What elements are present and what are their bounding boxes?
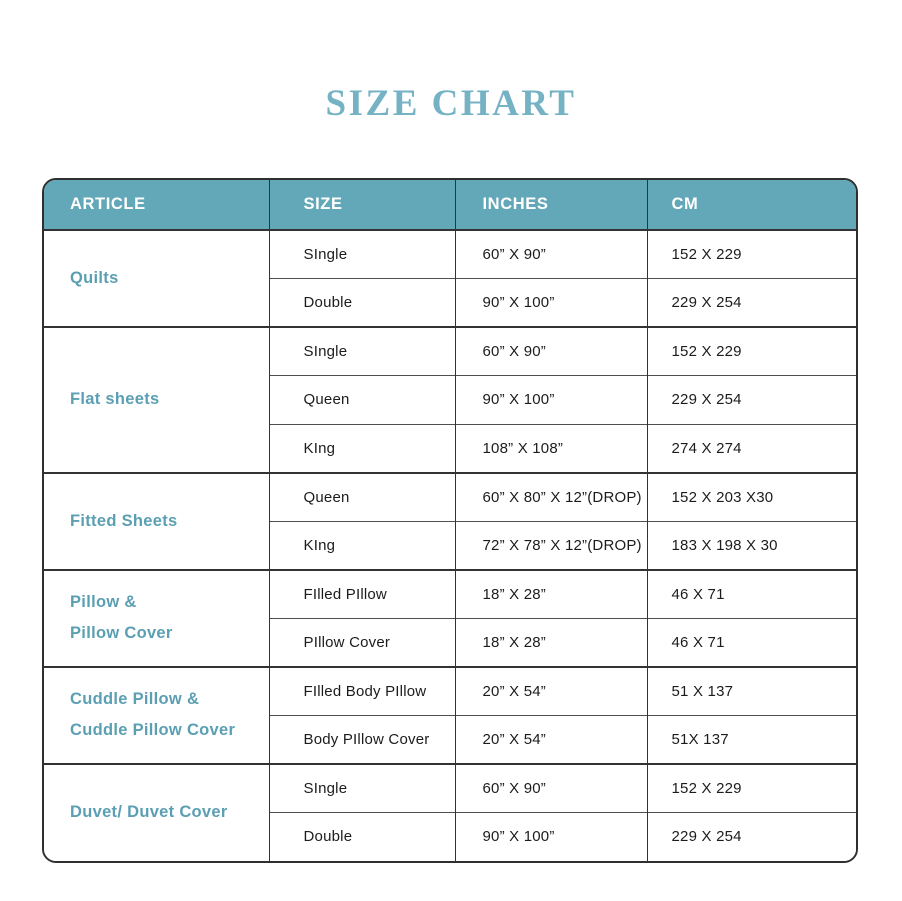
inches-cell: 18” X 28”	[455, 570, 647, 619]
size-cell: Body PIllow Cover	[269, 715, 455, 764]
cm-cell: 183 X 198 X 30	[647, 521, 856, 570]
column-header-cm: CM	[647, 180, 856, 230]
size-cell: FIlled Body PIllow	[269, 667, 455, 716]
article-label-line: Cuddle Pillow Cover	[70, 721, 236, 739]
article-label-line: Pillow &	[70, 593, 137, 611]
cm-cell: 229 X 254	[647, 812, 856, 861]
article-cell	[44, 570, 269, 667]
inches-cell: 60” X 80” X 12”(DROP)	[455, 473, 647, 522]
article-label-line: Quilts	[70, 269, 119, 287]
inches-cell: 108” X 108”	[455, 424, 647, 473]
cm-cell: 229 X 254	[647, 279, 856, 328]
column-header-article: ARTICLE	[44, 180, 269, 230]
inches-cell: 72” X 78” X 12”(DROP)	[455, 521, 647, 570]
cm-cell: 46 X 71	[647, 618, 856, 667]
article-cell	[44, 473, 269, 570]
column-header-inches: INCHES	[455, 180, 647, 230]
article-cell	[44, 327, 269, 473]
cm-cell: 274 X 274	[647, 424, 856, 473]
cm-cell: 51X 137	[647, 715, 856, 764]
article-label-line: Duvet/ Duvet Cover	[70, 803, 228, 821]
inches-cell: 90” X 100”	[455, 279, 647, 328]
table-row	[44, 473, 856, 522]
table-row	[44, 570, 856, 619]
inches-cell: 18” X 28”	[455, 618, 647, 667]
table-row	[44, 764, 856, 813]
size-cell: KIng	[269, 424, 455, 473]
article-label-line: Flat sheets	[70, 390, 160, 409]
inches-cell: 90” X 100”	[455, 376, 647, 425]
size-cell: SIngle	[269, 764, 455, 813]
column-header-size: SIZE	[269, 180, 455, 230]
size-table-grid	[44, 180, 856, 861]
cm-cell: 152 X 229	[647, 327, 856, 376]
size-table-body	[44, 230, 856, 861]
inches-cell: 90” X 100”	[455, 812, 647, 861]
cm-cell: 152 X 203 X30	[647, 473, 856, 522]
inches-cell: 60” X 90”	[455, 230, 647, 279]
size-cell: FIlled PIllow	[269, 570, 455, 619]
size-cell: Queen	[269, 376, 455, 425]
size-cell: SIngle	[269, 230, 455, 279]
inches-cell: 60” X 90”	[455, 764, 647, 813]
article-cell	[44, 667, 269, 764]
cm-cell: 152 X 229	[647, 764, 856, 813]
table-header-row	[44, 180, 856, 230]
article-cell	[44, 230, 269, 327]
article-cell	[44, 764, 269, 861]
size-table	[42, 178, 858, 863]
size-cell: Double	[269, 279, 455, 328]
page-title: SIZE CHART	[325, 83, 577, 124]
size-cell: Queen	[269, 473, 455, 522]
cm-cell: 229 X 254	[647, 376, 856, 425]
table-row	[44, 327, 856, 376]
inches-cell: 20” X 54”	[455, 667, 647, 716]
size-cell: KIng	[269, 521, 455, 570]
table-row	[44, 667, 856, 716]
cm-cell: 152 X 229	[647, 230, 856, 279]
size-cell: Double	[269, 812, 455, 861]
cm-cell: 46 X 71	[647, 570, 856, 619]
inches-cell: 20” X 54”	[455, 715, 647, 764]
table-row	[44, 230, 856, 279]
article-label-line: Cuddle Pillow &	[70, 690, 200, 708]
article-label-line: Pillow Cover	[70, 624, 173, 642]
article-label-line: Fitted Sheets	[70, 511, 178, 530]
inches-cell: 60” X 90”	[455, 327, 647, 376]
size-cell: PIllow Cover	[269, 618, 455, 667]
size-cell: SIngle	[269, 327, 455, 376]
cm-cell: 51 X 137	[647, 667, 856, 716]
